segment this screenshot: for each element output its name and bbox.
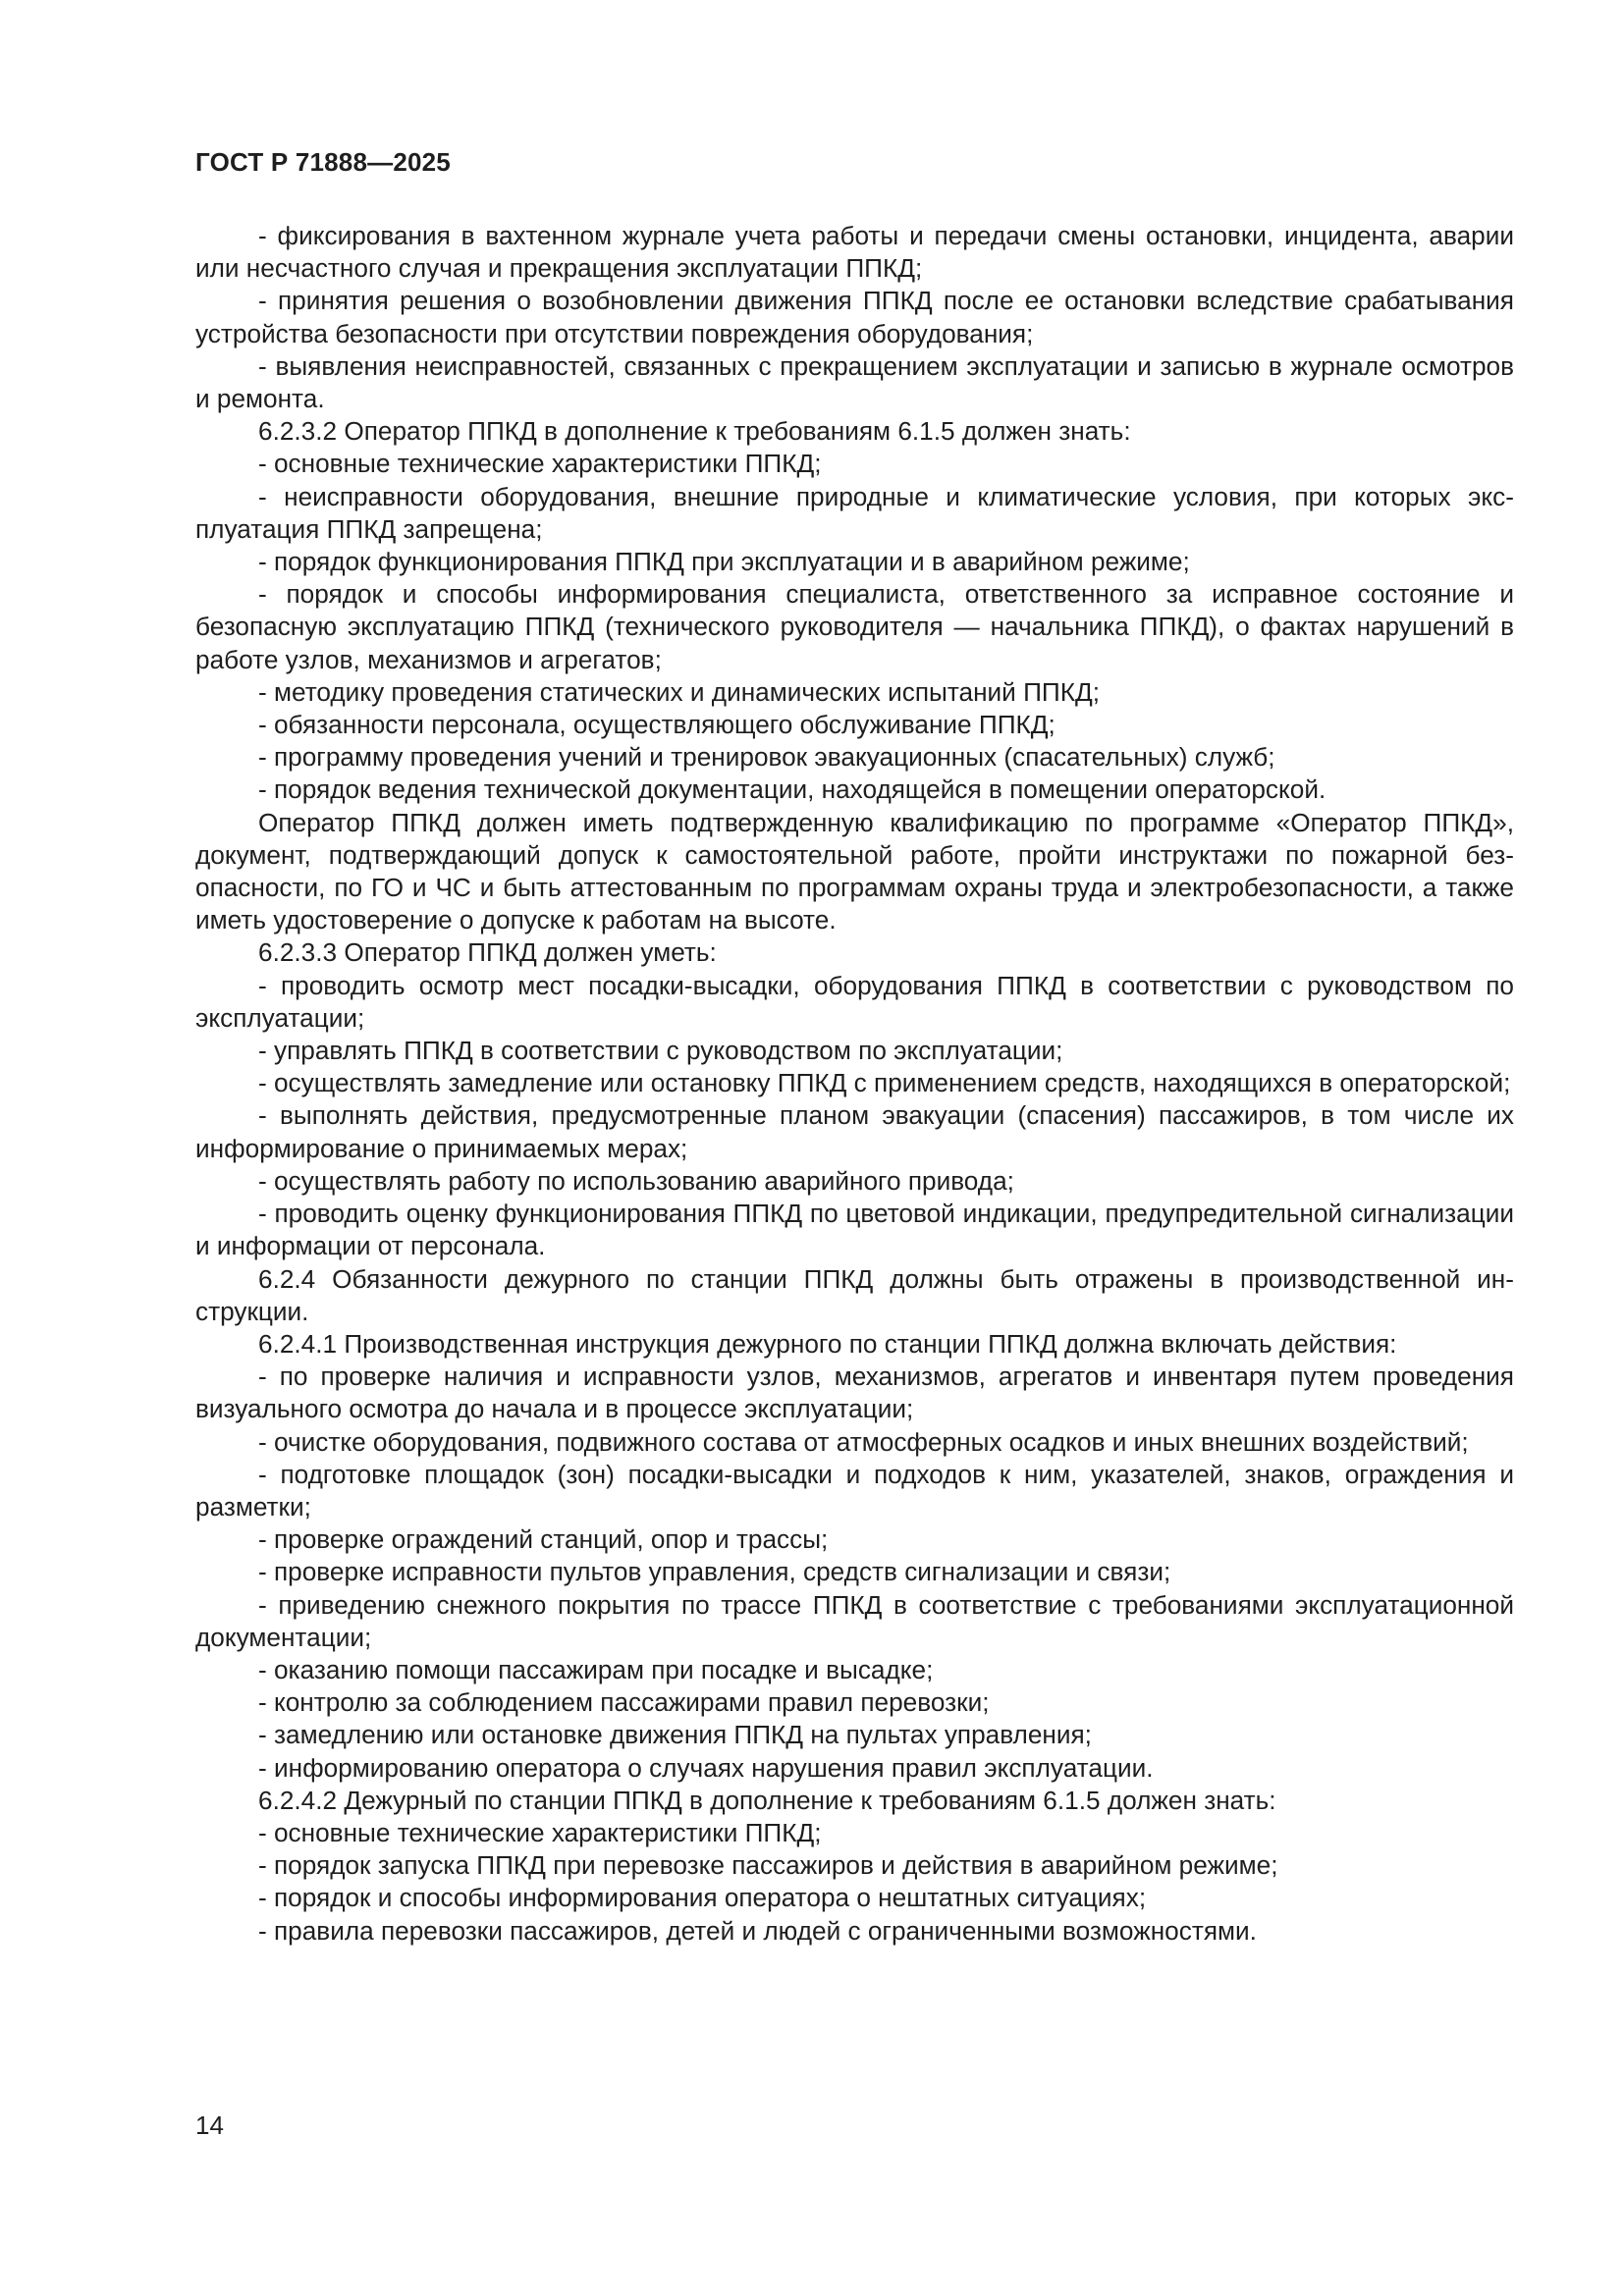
paragraph: - фиксирования в вахтенном журнале учета работы и передачи смены остановки, инцидента, аварии или несчастного случая и прекращения эксплуатации ППКД; — [195, 221, 1514, 284]
paragraph: - проверке ограждений станций, опор и трассы; — [258, 1524, 829, 1555]
paragraph: - правила перевозки пассажиров, детей и людей с ограниченными возможностями. — [258, 1915, 1257, 1946]
paragraph: - порядок и способы информирования специалиста, ответственного за исправное состояние и безопасную эксплуатацию ППКД (технического руководителя — начальника ППКД), о фактах нарушений в работе узлов, механизмов и агрегатов; — [195, 579, 1514, 674]
paragraph: - выявления неисправностей, связанных с прекращением эксплуатации и записью в журнале осмотров и ремонта. — [195, 350, 1514, 414]
paragraph: - замедлению или остановке движения ППКД на пультах управления; — [258, 1720, 1092, 1750]
document-header: ГОСТ Р 71888—2025 — [195, 147, 451, 177]
paragraph: - порядок ведения технической документации, находящейся в помещении операторской. — [258, 774, 1326, 805]
paragraph: - принятия решения о возобновлении движения ППКД после ее остановки вследствие срабатывания устройства безопасности при отсутствии повреждения оборудования; — [195, 286, 1514, 348]
paragraph: - приведению снежного покрытия по трассе ППКД в соответствие с требованиями эксплуатационной документации; — [195, 1589, 1514, 1652]
paragraph: - подготовке площадок (зон) посадки-высадки и подходов к ним, указателей, знаков, ограждения и разметки; — [195, 1459, 1514, 1522]
paragraph: - обязанности персонала, осуществляющего обслуживание ППКД; — [258, 710, 1056, 740]
paragraph: - по проверке наличия и исправности узлов, механизмов, агрегатов и инвентаря путем проведения визуального осмотра до начала и в процессе эксплуатации; — [195, 1362, 1514, 1424]
paragraph: - оказанию помощи пассажирам при посадке и высадке; — [258, 1654, 934, 1684]
paragraph: - порядок и способы информирования оператора о нештатных ситуациях; — [258, 1883, 1147, 1913]
paragraph: - основные технические характеристики ППКД; — [258, 449, 822, 479]
paragraph: - проверке исправности пультов управления, средств сигнализации и связи; — [258, 1557, 1171, 1587]
paragraph: - управлять ППКД в соответствии с руководством по эксплуатации; — [258, 1036, 1063, 1066]
paragraph: 6.2.4.2 Дежурный по станции ППКД в дополнение к требованиям 6.1.5 должен знать: — [258, 1785, 1276, 1815]
paragraph: - порядок функционирования ППКД при эксплуатации и в аварийном режиме; — [258, 547, 1190, 577]
paragraph: - методику проведения статических и динамических испытаний ППКД; — [258, 676, 1100, 707]
paragraph: - проводить оценку функционирования ППКД по цветовой индикации, предупредительной сигнализации и информации от персонала. — [195, 1199, 1514, 1261]
paragraph: - осуществлять работу по использованию аварийного привода; — [258, 1165, 1014, 1196]
page-number: 14 — [195, 2110, 224, 2140]
paragraph: - неисправности оборудования, внешние природные и климатические условия, при которых эксплуатация ППКД запрещена; — [195, 481, 1514, 544]
paragraph: - проводить осмотр мест посадки-высадки, оборудования ППКД в соответствии с руководством по эксплуатации; — [195, 970, 1514, 1033]
paragraph: - осуществлять замедление или остановку ППКД с применением средств, находящихся в операторской; — [258, 1068, 1511, 1098]
paragraph: - очистке оборудования, подвижного состава от атмосферных осадков и иных внешних воздействий; — [258, 1426, 1469, 1457]
paragraph: - информированию оператора о случаях нарушения правил эксплуатации. — [258, 1752, 1154, 1783]
paragraph: - порядок запуска ППКД при перевозке пассажиров и действия в аварийном режиме; — [258, 1850, 1278, 1881]
paragraph: - основные технические характеристики ППКД; — [258, 1817, 822, 1847]
paragraph: 6.2.3.2 Оператор ППКД в дополнение к требованиям 6.1.5 должен знать: — [258, 416, 1131, 447]
paragraph: - контролю за соблюдением пассажирами правил перевозки; — [258, 1687, 990, 1718]
document-body — [195, 220, 1514, 1948]
paragraph: Оператор ППКД должен иметь подтвержденную квалификацию по программе «Оператор ППКД», документ, подтверждающий допуск к самостоятельной работе, пройти инструктажи по пожарной безопасности, по ГО и ЧС и быть аттестованным по программам охраны труда и электробезопасности, а также иметь удостоверение о допуске к работам на высоте. — [195, 807, 1514, 935]
paragraph: 6.2.3.3 Оператор ППКД должен уметь: — [258, 937, 717, 968]
paragraph: 6.2.4.1 Производственная инструкция дежурного по станции ППКД должна включать действия: — [258, 1328, 1397, 1359]
paragraph: - выполнять действия, предусмотренные планом эвакуации (спасения) пассажиров, в том числе их информирование о принимаемых мерах; — [195, 1100, 1514, 1163]
paragraph: 6.2.4 Обязанности дежурного по станции ППКД должны быть отражены в производственной инструкции. — [195, 1263, 1514, 1326]
paragraph: - программу проведения учений и тренировок эвакуационных (спасательных) служб; — [258, 742, 1275, 773]
